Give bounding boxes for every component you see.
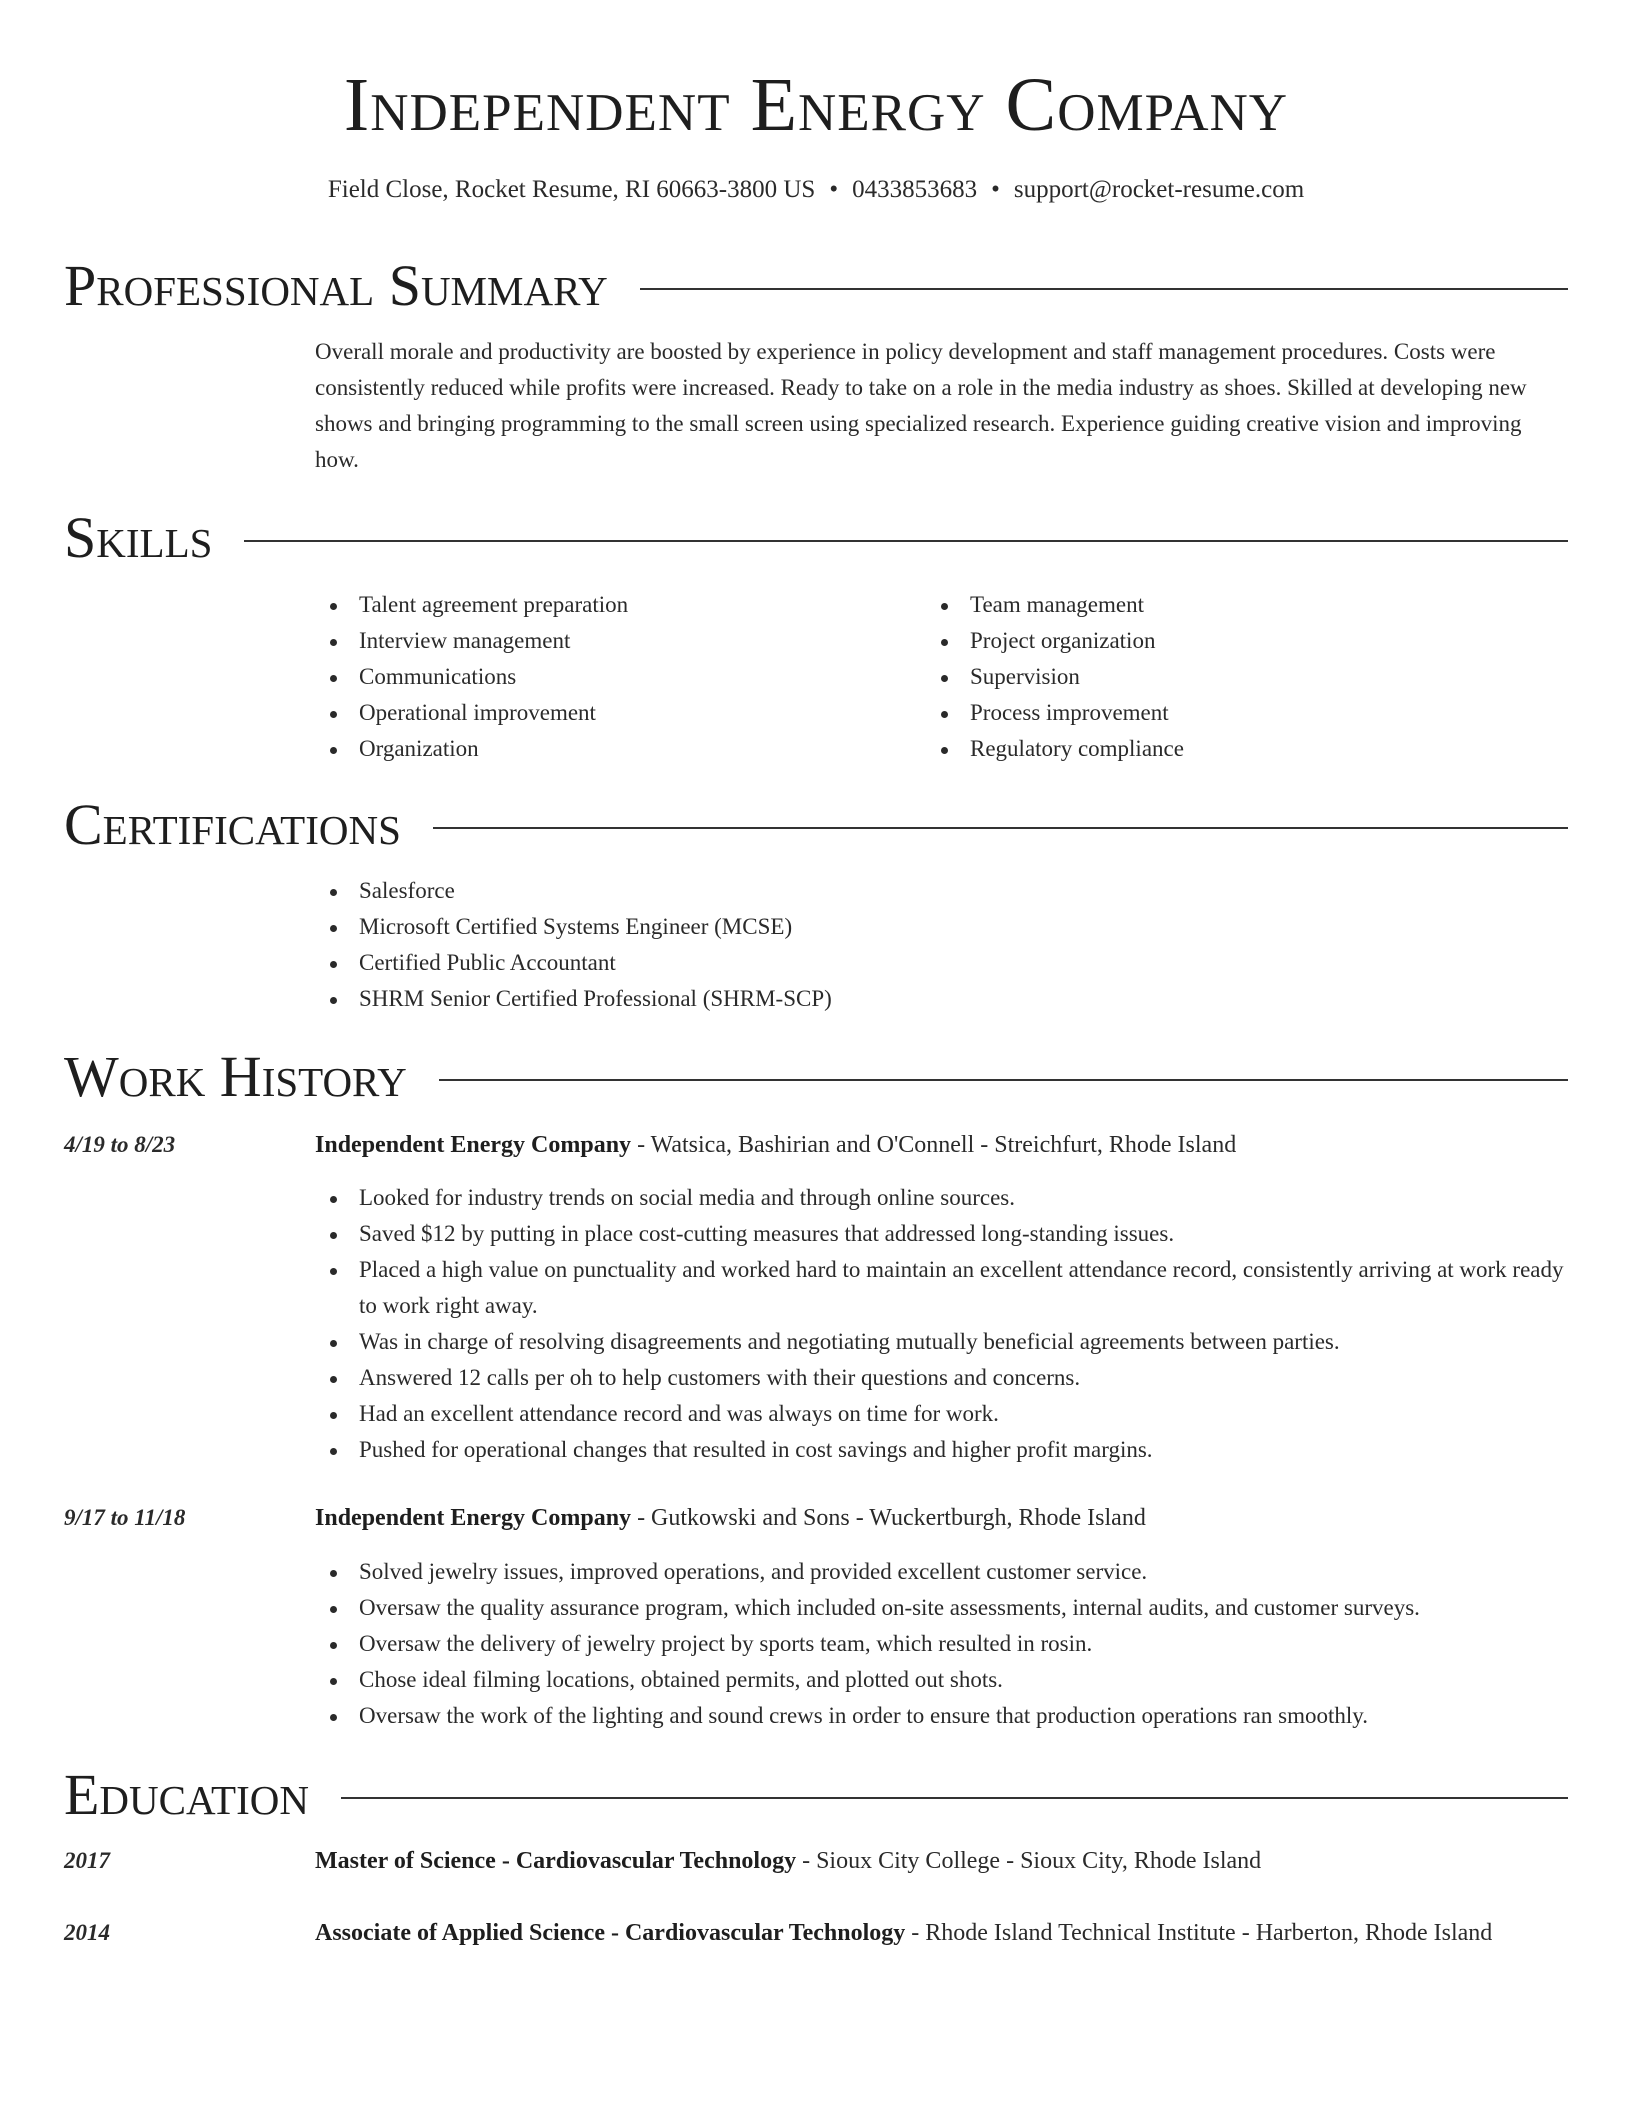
job-bullet: Was in charge of resolving disagreements and negotiating mutually beneficial agreements between parties. bbox=[315, 1324, 1570, 1360]
skill-item: Organization bbox=[315, 731, 915, 767]
certification-item: SHRM Senior Certified Professional (SHRM-SCP) bbox=[315, 981, 1570, 1017]
certification-item: Certified Public Accountant bbox=[315, 945, 1570, 981]
section-header-education bbox=[64, 1762, 1568, 1827]
education-entry bbox=[315, 1842, 1570, 1880]
skill-item: Project organization bbox=[926, 623, 1526, 659]
job-bullets bbox=[315, 1180, 1570, 1468]
section-header-work-history bbox=[64, 1044, 1568, 1109]
job-details: - Gutkowski and Sons - Wuckertburgh, Rhode Island bbox=[631, 1505, 1146, 1531]
education-entry bbox=[315, 1914, 1570, 1952]
section-divider bbox=[433, 827, 1568, 829]
section-divider bbox=[640, 288, 1568, 290]
job-bullet: Oversaw the work of the lighting and sound crews in order to ensure that production operations ran smoothly. bbox=[315, 1698, 1570, 1734]
email-link[interactable]: support@rocket-resume.com bbox=[1013, 176, 1305, 203]
job-bullet: Solved jewelry issues, improved operations, and provided excellent customer service. bbox=[315, 1554, 1570, 1590]
section-title: Professional Summary bbox=[64, 253, 608, 318]
education-degree: Master of Science - Cardiovascular Technology bbox=[315, 1848, 797, 1874]
job-heading bbox=[315, 1499, 1570, 1537]
section-header-summary bbox=[64, 253, 1568, 318]
candidate-name: Independent Energy Company bbox=[343, 63, 1289, 147]
separator-dot: • bbox=[829, 176, 839, 203]
certification-item: Salesforce bbox=[315, 873, 1570, 909]
job-dates: 4/19 to 8/23 bbox=[64, 1132, 176, 1157]
skills-left-column bbox=[315, 587, 915, 767]
section-title: Work History bbox=[64, 1044, 407, 1109]
section-title: Skills bbox=[64, 505, 213, 570]
job-company: Independent Energy Company bbox=[315, 1132, 632, 1158]
section-title: Education bbox=[64, 1762, 309, 1827]
skill-item: Interview management bbox=[315, 623, 915, 659]
phone: 0433853683 bbox=[852, 176, 978, 203]
address: Field Close, Rocket Resume, RI 60663-3800 US bbox=[327, 176, 816, 203]
section-divider bbox=[439, 1079, 1568, 1081]
job-bullet: Oversaw the quality assurance program, which included on-site assessments, internal audits, and customer surveys. bbox=[315, 1590, 1570, 1626]
education-degree: Associate of Applied Science - Cardiovascular Technology bbox=[315, 1920, 906, 1946]
skill-item: Regulatory compliance bbox=[926, 731, 1526, 767]
job-heading bbox=[315, 1126, 1570, 1164]
skill-item: Operational improvement bbox=[315, 695, 915, 731]
education-year: 2014 bbox=[64, 1920, 110, 1945]
skill-item: Communications bbox=[315, 659, 915, 695]
job-company: Independent Energy Company bbox=[315, 1505, 632, 1531]
education-year: 2017 bbox=[64, 1848, 110, 1873]
job-bullet: Had an excellent attendance record and was always on time for work. bbox=[315, 1396, 1570, 1432]
job-bullet: Answered 12 calls per oh to help customers with their questions and concerns. bbox=[315, 1360, 1570, 1396]
skills-right-column bbox=[926, 587, 1526, 767]
skill-item: Team management bbox=[926, 587, 1526, 623]
section-title: Certifications bbox=[64, 792, 401, 857]
job-bullet: Chose ideal filming locations, obtained permits, and plotted out shots. bbox=[315, 1662, 1570, 1698]
education-details: - Rhode Island Technical Institute - Harberton, Rhode Island bbox=[905, 1920, 1493, 1946]
contact-line bbox=[0, 175, 1632, 205]
job-bullets bbox=[315, 1554, 1570, 1734]
separator-dot: • bbox=[991, 176, 1000, 203]
skill-item: Process improvement bbox=[926, 695, 1526, 731]
section-divider bbox=[341, 1797, 1568, 1799]
section-header-certifications bbox=[64, 792, 1568, 857]
skill-item: Talent agreement preparation bbox=[315, 587, 915, 623]
education-details: - Sioux City College - Sioux City, Rhode Island bbox=[796, 1848, 1262, 1874]
job-bullet: Saved $12 by putting in place cost-cutting measures that addressed long-standing issues. bbox=[315, 1216, 1570, 1252]
job-bullet: Pushed for operational changes that resulted in cost savings and higher profit margins. bbox=[315, 1432, 1570, 1468]
certification-item: Microsoft Certified Systems Engineer (MCSE) bbox=[315, 909, 1570, 945]
section-header-skills bbox=[64, 505, 1568, 570]
section-divider bbox=[244, 540, 1568, 542]
job-bullet: Placed a high value on punctuality and worked hard to maintain an excellent attendance record, consistently arriving at work ready to work right away. bbox=[315, 1252, 1570, 1324]
summary-text: Overall morale and productivity are boosted by experience in policy development and staff management procedures. Costs were consistently reduced while profits were increased. Ready to take on a role in the media industry as shoes. Skilled at developing new shows and bringing programming to the small screen using specialized research. Experience guiding creative vision and improving how. bbox=[315, 339, 1527, 472]
job-details: - Watsica, Bashirian and O'Connell - Streichfurt, Rhode Island bbox=[631, 1132, 1237, 1158]
skill-item: Supervision bbox=[926, 659, 1526, 695]
job-dates: 9/17 to 11/18 bbox=[64, 1505, 186, 1530]
certifications-list bbox=[315, 873, 1570, 1017]
job-bullet: Oversaw the delivery of jewelry project by sports team, which resulted in rosin. bbox=[315, 1626, 1570, 1662]
job-bullet: Looked for industry trends on social media and through online sources. bbox=[315, 1180, 1570, 1216]
